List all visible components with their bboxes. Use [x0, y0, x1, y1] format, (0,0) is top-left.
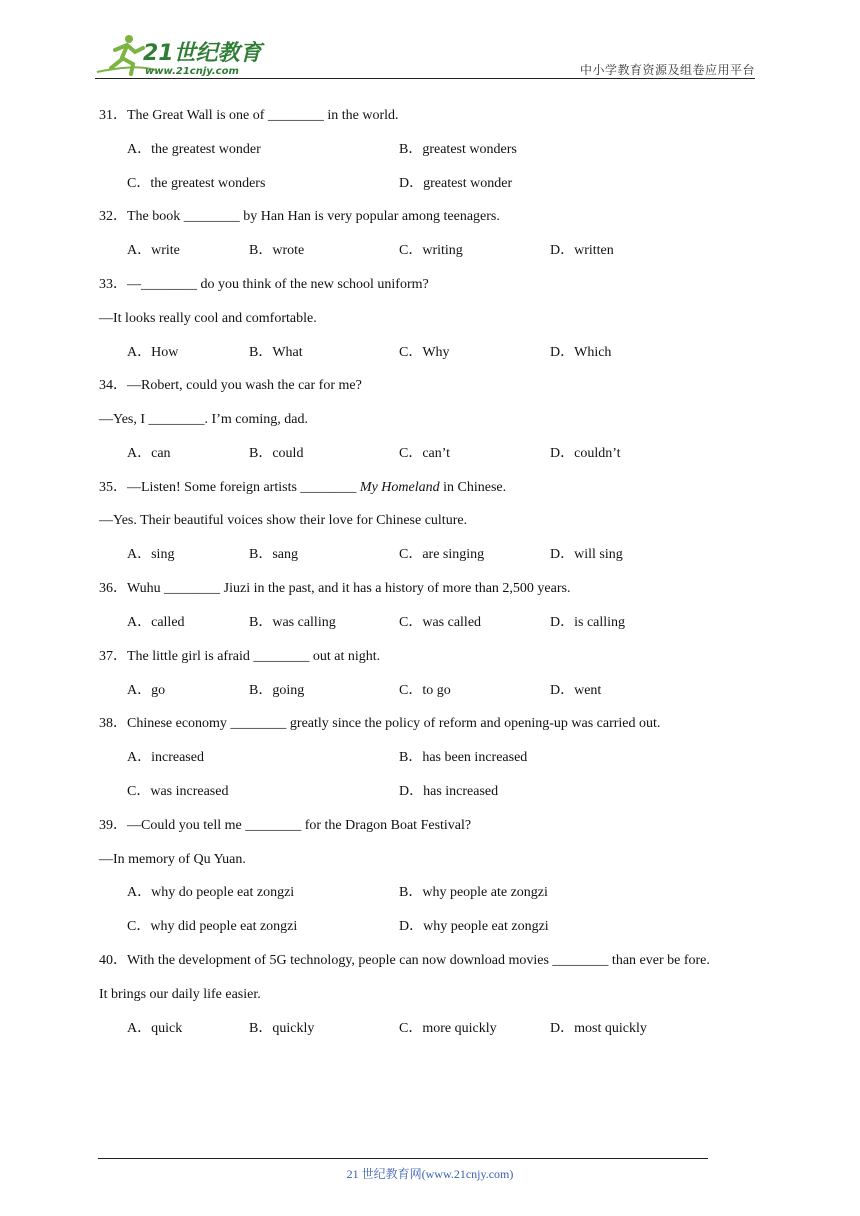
- question-35-option-c[interactable]: C．are singing: [399, 547, 485, 562]
- question-34-option-d[interactable]: D．couldn’t: [550, 446, 621, 461]
- question-33-option-a[interactable]: A．How: [127, 345, 179, 360]
- question-33-reply: —It looks really cool and comfortable.: [99, 311, 317, 326]
- question-33-option-b[interactable]: B．What: [249, 345, 303, 360]
- question-34-option-c[interactable]: C．can’t: [399, 446, 451, 461]
- question-36-option-c[interactable]: C．was called: [399, 615, 482, 630]
- platform-title: 中小学教育资源及组卷应用平台: [579, 63, 755, 77]
- question-35-stem-pre: 35．—Listen! Some foreign artists ________: [99, 480, 360, 495]
- question-40-option-d[interactable]: D．most quickly: [550, 1021, 647, 1036]
- svg-text:21世纪教育: 21世纪教育: [143, 41, 262, 66]
- question-35-stem: [99, 479, 506, 497]
- question-31-option-b[interactable]: B．greatest wonders: [399, 142, 517, 157]
- question-36-option-b[interactable]: B．was calling: [249, 615, 336, 630]
- question-32-stem: 32．The book ________ by Han Han is very popular among teenagers.: [99, 209, 500, 224]
- question-37-stem: 37．The little girl is afraid ________ out at night.: [99, 649, 381, 664]
- question-34-stem: 34．—Robert, could you wash the car for me?: [99, 378, 362, 393]
- question-38-option-d[interactable]: D．has increased: [399, 784, 499, 799]
- question-31-option-a[interactable]: A．the greatest wonder: [127, 142, 261, 157]
- question-35-option-a[interactable]: A．sing: [127, 547, 175, 562]
- question-34-option-a[interactable]: A．can: [127, 446, 171, 461]
- question-34-reply: —Yes, I ________. I’m coming, dad.: [99, 412, 308, 427]
- svg-text:www.21cnjy.com: www.21cnjy.com: [145, 66, 239, 77]
- question-32-option-c[interactable]: C．writing: [399, 243, 463, 258]
- question-36-option-d[interactable]: D．is calling: [550, 615, 626, 630]
- question-38-option-c[interactable]: C．was increased: [127, 784, 229, 799]
- question-32-option-d[interactable]: D．written: [550, 243, 614, 258]
- question-37-option-c[interactable]: C．to go: [399, 683, 451, 698]
- question-33-stem: 33．—________ do you think of the new school uniform?: [99, 277, 429, 292]
- question-40-stem: 40．With the development of 5G technology, people can now download movies ________ than ever be fore.: [99, 953, 710, 968]
- question-40-option-a[interactable]: A．quick: [127, 1021, 183, 1036]
- question-38-option-a[interactable]: A．increased: [127, 750, 204, 765]
- question-39-reply: —In memory of Qu Yuan.: [99, 852, 246, 867]
- question-39-option-a[interactable]: A．why do people eat zongzi: [127, 885, 295, 900]
- question-35-option-b[interactable]: B．sang: [249, 547, 298, 562]
- question-36-option-a[interactable]: A．called: [127, 615, 185, 630]
- question-31-stem: 31．The Great Wall is one of ________ in the world.: [99, 108, 399, 123]
- question-39-stem: 39．—Could you tell me ________ for the Dragon Boat Festival?: [99, 818, 472, 833]
- question-35-reply: —Yes. Their beautiful voices show their love for Chinese culture.: [99, 513, 468, 528]
- question-37-option-a[interactable]: A．go: [127, 683, 166, 698]
- site-logo: [95, 30, 265, 80]
- header-divider: [95, 78, 755, 79]
- question-36-stem: 36．Wuhu ________ Jiuzi in the past, and it has a history of more than 2,500 years.: [99, 581, 571, 596]
- question-31-option-d[interactable]: D．greatest wonder: [399, 176, 513, 191]
- question-35-stem-post: in Chinese.: [439, 480, 507, 495]
- question-38-option-b[interactable]: B．has been increased: [399, 750, 528, 765]
- footer-divider: [98, 1158, 708, 1159]
- question-40-option-b[interactable]: B．quickly: [249, 1021, 315, 1036]
- question-39-option-d[interactable]: D．why people eat zongzi: [399, 919, 549, 934]
- question-37-option-d[interactable]: D．went: [550, 683, 602, 698]
- question-39-option-b[interactable]: B．why people ate zongzi: [399, 885, 548, 900]
- question-33-option-d[interactable]: D．Which: [550, 345, 612, 360]
- question-38-stem: 38．Chinese economy ________ greatly since the policy of reform and opening-up was carried out.: [99, 716, 661, 731]
- question-32-option-b[interactable]: B．wrote: [249, 243, 305, 258]
- song-title: My Homeland: [359, 480, 440, 495]
- question-40-option-c[interactable]: C．more quickly: [399, 1021, 497, 1036]
- question-37-option-b[interactable]: B．going: [249, 683, 305, 698]
- question-35-option-d[interactable]: D．will sing: [550, 547, 623, 562]
- question-39-option-c[interactable]: C．why did people eat zongzi: [127, 919, 298, 934]
- question-40-stem-cont: It brings our daily life easier.: [99, 987, 261, 1002]
- question-31-option-c[interactable]: C．the greatest wonders: [127, 176, 266, 191]
- footer-link[interactable]: 21 世纪教育网(www.21cnjy.com): [346, 1167, 514, 1181]
- page-header: [95, 30, 755, 80]
- question-32-option-a[interactable]: A．write: [127, 243, 180, 258]
- question-33-option-c[interactable]: C．Why: [399, 345, 450, 360]
- question-34-option-b[interactable]: B．could: [249, 446, 304, 461]
